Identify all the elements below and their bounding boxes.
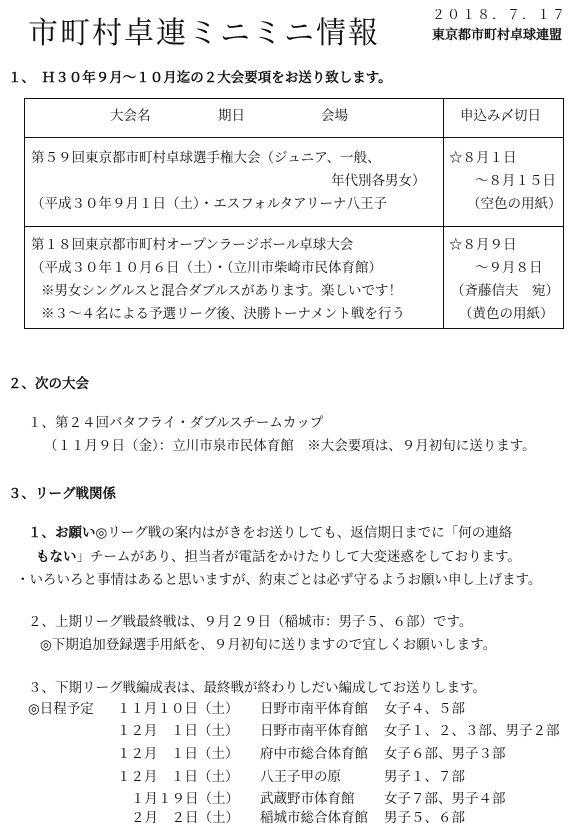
schedule-date: １２月 １日（土） bbox=[117, 746, 239, 762]
schedule-venue: 日野市南平体育館 bbox=[260, 701, 368, 717]
schedule-label: ◎日程予定 bbox=[28, 701, 94, 717]
section3-item1-line1 bbox=[28, 521, 512, 541]
schedule-divisions: 男子５、６部 bbox=[384, 810, 465, 826]
document-title: 市町村卓連ミニミニ情報 bbox=[28, 16, 380, 51]
schedule-date: １１月１０日（土） bbox=[117, 701, 239, 717]
table-row2-line: ※男女シングルスと混合ダブルスがあります。楽しいです！ bbox=[41, 283, 403, 299]
section1-heading: １、 Ｈ３０年９月～１０月迄の２大会要項をお送り致します。 bbox=[8, 70, 392, 86]
request-label: １、お願い bbox=[28, 525, 96, 541]
schedule-divisions: 女子６部、男子３部 bbox=[384, 746, 506, 762]
schedule-divisions: 女子１、２、３部、男子２部 bbox=[384, 723, 560, 739]
document-date: ２０１８．７．１７ bbox=[432, 8, 568, 23]
schedule-date: １月１９日（土） bbox=[131, 791, 239, 807]
section2-detail: （１１月９日（金）：立川市泉市民体育館 ※大会要項は、９月初旬に送ります。 bbox=[44, 438, 536, 454]
table-row1-line: （平成３０年９月１日（土）・エスフォルタアリーナ八王子 bbox=[31, 196, 387, 212]
table-header-date: 期日 bbox=[218, 108, 245, 124]
table-column-divider bbox=[443, 99, 444, 328]
schedule-venue: 武蔵野市体育館 bbox=[260, 791, 355, 807]
table-header-name: 大会名 bbox=[110, 108, 151, 124]
schedule-divisions: 女子７部、男子４部 bbox=[384, 791, 506, 807]
table-row-divider bbox=[25, 226, 563, 227]
table-header-divider bbox=[25, 137, 563, 138]
section3-heading: ３、リーグ戦関係 bbox=[8, 486, 116, 502]
table-row2-deadline: ☆８月９日 bbox=[449, 237, 517, 253]
schedule-venue: 八王子甲の原 bbox=[260, 769, 341, 785]
table-row2-line: ※３～４名による予選リーグ後、決勝トーナメント戦を行う bbox=[41, 306, 405, 322]
section3-item2-line2: ◎下期追加登録選手用紙を、９月初旬に送りますので宜しくお願いします。 bbox=[40, 637, 497, 653]
section3-item1-line3: ・いろいろと事情はあると思いますが、約束ごとは必ず守るようお願い申し上げます。 bbox=[16, 572, 542, 588]
table-row2-line: 第１８回東京都市町村オープンラージボール卓球大会 bbox=[31, 237, 354, 253]
schedule-venue: 日野市南平体育館 bbox=[260, 723, 368, 739]
table-row1-deadline: ～８月１５日 bbox=[475, 173, 556, 189]
schedule-date: ２月 ２日（土） bbox=[131, 810, 239, 826]
quote-emphasis: もない bbox=[36, 549, 77, 565]
schedule-venue: 府中市総合体育館 bbox=[260, 746, 368, 762]
section3-item3-line1: ３、下期リーグ戦編成表は、最終戦が終わりしだい編成してお送りします。 bbox=[28, 680, 486, 696]
table-row1-line: 第５９回東京都市町村卓球選手権大会（ジュニア、一般、 bbox=[31, 150, 381, 166]
section2-heading: ２、次の大会 bbox=[8, 376, 89, 392]
table-row2-deadline: （黄色の用紙） bbox=[459, 306, 554, 322]
table-header-venue: 会場 bbox=[321, 108, 348, 124]
request-text-cont: 」チームがあり、担当者が電話をかけたりして大変迷惑をしております。 bbox=[76, 549, 521, 565]
schedule-date: １２月 １日（土） bbox=[117, 769, 239, 785]
section2-item: １、第２４回バタフライ・ダブルスチームカップ bbox=[28, 415, 324, 431]
table-row1-deadline: ☆８月１日 bbox=[449, 150, 517, 166]
organization-name: 東京都市町村卓球連盟 bbox=[432, 28, 563, 43]
schedule-divisions: 男子１、７部 bbox=[384, 769, 465, 785]
table-row1-line: 年代別各男女） bbox=[331, 173, 426, 189]
table-row2-deadline: ～９月８日 bbox=[475, 260, 543, 276]
tournament-table bbox=[24, 98, 564, 329]
table-header-deadline: 申込み〆切日 bbox=[460, 108, 541, 124]
section3-item2-line1: ２、上期リーグ戦最終戦は、９月２９日（稲城市：男子５、６部）です。 bbox=[28, 614, 473, 630]
schedule-divisions: 女子４、５部 bbox=[384, 701, 465, 717]
section3-item1-line2 bbox=[36, 545, 521, 565]
table-row2-deadline: （斉藤信夫 宛） bbox=[451, 283, 559, 299]
schedule-venue: 稲城市総合体育館 bbox=[260, 810, 368, 826]
schedule-date: １２月 １日（土） bbox=[117, 723, 239, 739]
table-row2-line: （平成３０年１０月６日（土）・（立川市柴崎市民体育館） bbox=[31, 260, 382, 276]
table-row1-deadline: （空色の用紙） bbox=[467, 196, 562, 212]
request-text: ◎リーグ戦の案内はがきをお送りしても、返信期日までに「何の連絡 bbox=[95, 525, 513, 541]
